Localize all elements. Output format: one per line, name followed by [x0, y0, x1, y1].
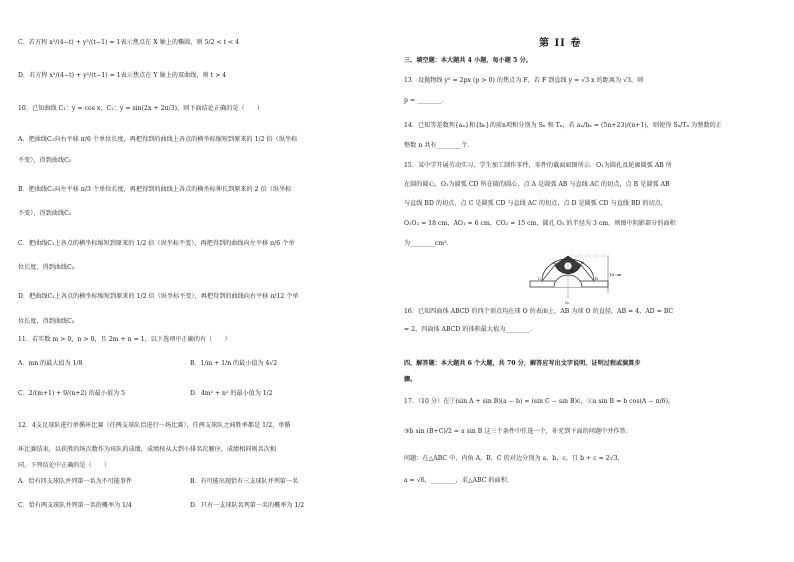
q10-stem: 10．已知曲线 C₁：y = cos x，C₂：y = sin(2x + 2π/3)，则下面结论正确的是（ ）: [18, 105, 264, 112]
q15-line4: O₁O₂ = 18 cm，AO₁ = 6 cm，CO₂ = 15 cm，圆孔 O₁ 的半径为 3 cm，则图中阴影部分的面积: [404, 220, 676, 227]
q10-option-c: C．把曲线C₁上各点的横坐标缩短到原来的 1/2 倍（纵坐标不变），再把得到的曲线向左平移 π/6 个单: [18, 240, 295, 247]
figure-label-d: D: [595, 276, 599, 281]
q11-option-b: B．1/m + 1/n 的最小值为 4√2: [190, 360, 278, 367]
q12-stem: 12．4支足球队进行单循环比赛（任两支球队恰进行一场比赛），任两支球队之间胜率都是 1/2，单循: [18, 422, 291, 429]
part4-heading: 四、解答题：本大题共 6 个大题，共 70 分，解答应写出文字说明、证明过程或演算步: [404, 360, 641, 367]
q16-blank: = 2，四面体 ABCD 的体积最大值为________．: [404, 326, 537, 333]
q10-option-d-cont: 位长度，得到曲线C₂: [18, 318, 75, 325]
q15-line2: 在圆的圆心，O₂为圆弧 CD 所在圆的圆心，点 A 是圆弧 AB 与直线 AC 的切点，点 B 是圆弧 AB: [404, 181, 670, 188]
q10-option-b-cont: 不变），得到曲线C₂: [18, 210, 72, 217]
q16-stem: 16．已知四面体 ABCD 的四个顶点均在球 O 的表面上，AB 为球 O 的直径，AB = 4，AD = BC: [404, 308, 674, 315]
figure-label-a: A: [553, 260, 556, 265]
section-title: 第 II 卷: [539, 38, 582, 49]
q15-stem: 15．某中学开展劳动实习，学生加工制作零件，零件的截面如图所示．O₁为圆孔及轮廓圆弧 AB 所: [404, 162, 672, 169]
q15-figure: [528, 253, 624, 305]
figure-label-o1: O₁: [570, 269, 575, 273]
figure-label-c: C: [538, 276, 542, 281]
figure-label-b: B: [581, 260, 584, 265]
q17-stem: 17．（10 分）在①(sin A + sin B)(a − b) = (sin C − sin B)c，②a sin B = b cos(A − π/6)，: [404, 398, 675, 405]
q12-option-c: C．恰有两支球队并列第一名的概率为 1/4: [18, 502, 132, 509]
q13-blank: p = ________．: [404, 97, 448, 104]
q9-option-d: D．若方程 x²/(4−t) + y²/(t−1) = 1表示焦点在 Y 轴上的双曲线，则 t > 4: [18, 72, 227, 79]
q12-option-a: A．恰有四支球队并列第一名为不可能事件: [18, 478, 133, 485]
q12-option-b: B．有可能出现恰有三支球队并列第一名: [190, 478, 299, 485]
figure-label-o2: O₂: [565, 301, 570, 305]
q12-option-d: D．只有一支球队名列第一名的概率为 1/2: [190, 502, 305, 509]
q10-option-a: A．把曲线C₁向右平移 π/6 个单位长度，再把得到的曲线上各点的横坐标缩短到原来的 1/2 倍（纵坐标: [18, 136, 298, 143]
q12-stem-cont1: 环比赛结束，以获胜的场次数作为该队的成绩，成绩按从大到小排名次顺序，成绩相同则名次相: [18, 446, 277, 453]
q10-option-c-cont: 位长度，得到曲线C₂: [18, 264, 75, 271]
q14-blank: 整数 n 共有________个．: [404, 142, 474, 149]
part4-heading-cont: 骤。: [404, 376, 417, 383]
q10-option-d: D．把曲线C₁上各点的横坐标缩短到原来的 1/2 倍（纵坐标不变），再把得到的曲线向右平移 π/12 个单: [18, 293, 299, 300]
part3-heading: 三、填空题：本大题共 4 小题，每小题 5 分。: [404, 57, 532, 64]
q11-option-c: C．2/(m+1) + 9/(n+2) 的最小值为 5: [18, 390, 125, 397]
left-column: [18, 0, 390, 562]
q17-condition3: ③b sin (B+C)/2 = a sin B 这三个条件中任选一个，补充到下面的问题中并作答．: [404, 428, 632, 435]
q13-stem: 13．设抛物线 y² = 2px (p > 0) 的焦点为 F，若 F 到直线 y = √3 x 的距离为 √3，则: [404, 77, 644, 84]
q11-option-d: D．4m² + n² 的最小值为 1/2: [190, 390, 273, 397]
q14-stem: 14．已知等差数列{aₙ}和{bₙ}的前n项和分别为 Sₙ 和 Tₙ，若 aₙ/bₙ = (5n+23)/(n+1)，则使得 Sₙ/Tₙ 为整数的正: [404, 122, 722, 129]
q11-option-a: A．mn 的最大值为 1/8: [18, 360, 83, 367]
q15-line3: 与直线 BD 的切点，点 C 是圆弧 CD 与直线 AC 的切点，点 D 是圆弧 CD 与直线 BD 的切点，: [404, 200, 668, 207]
q10-option-b: B．把曲线C₁向左平移 π/3 个单位长度，再把得到的曲线上各点的横坐标伸长到原来的 2 倍（纵坐标: [18, 186, 292, 193]
figure-dimension-label: 18 cm: [609, 272, 622, 277]
q11-stem: 11．若实数 m > 0，n > 0，且 2m + n = 1，以下选项中正确的有（ ）: [18, 336, 231, 343]
q17-problem-cont: a = √6，________，求△ABC 的面积．: [404, 477, 513, 484]
q17-problem: 问题：在△ABC 中，内角 A，B，C 的对边分别为 a，b，c，且 b + c = 2√3，: [404, 455, 624, 462]
q15-blank: 为________cm²．: [404, 240, 453, 247]
q9-option-c: C．若方程 x²/(4−t) + y²/(t−1) = 1表示焦点在 X 轴上的椭圆，则 5/2 < t < 4: [18, 39, 240, 46]
q12-stem-cont2: 同，下列结论中正确的是（ ）: [18, 462, 111, 469]
q10-option-a-cont: 不变），得到曲线C₂: [18, 157, 72, 164]
